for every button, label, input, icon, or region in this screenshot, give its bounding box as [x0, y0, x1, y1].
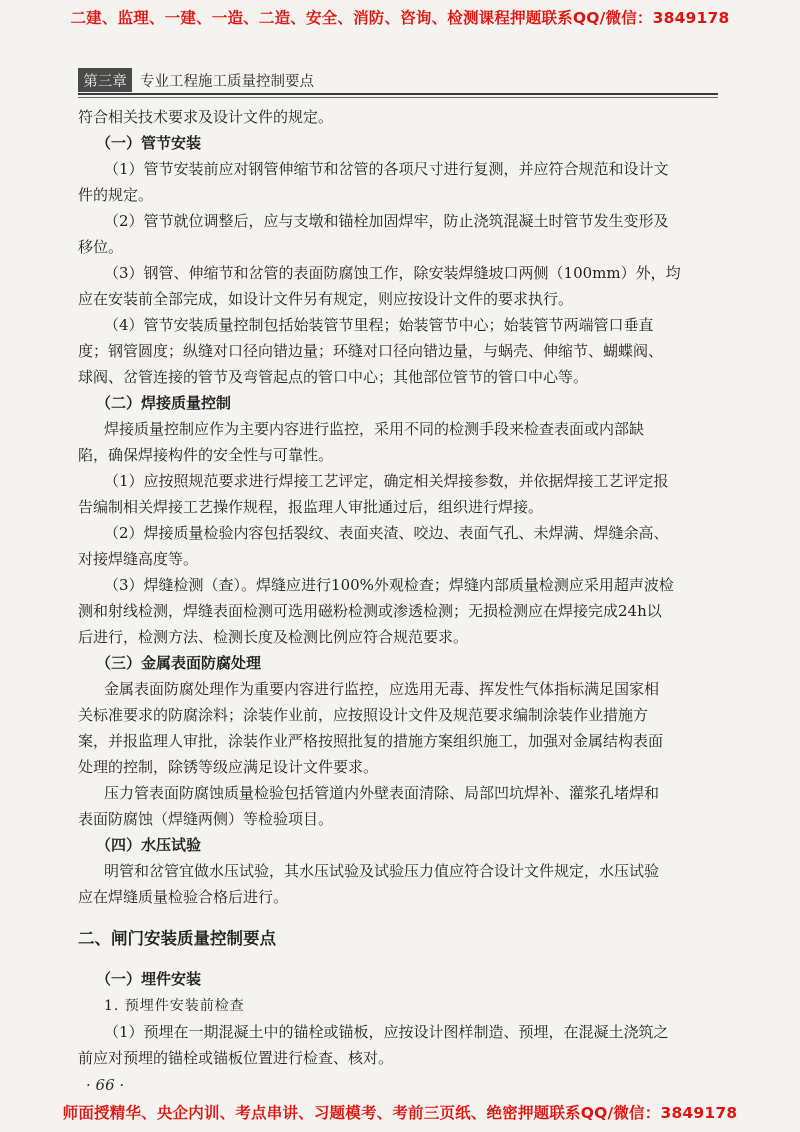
- section-heading: 二、闸门安装质量控制要点: [78, 929, 276, 948]
- body-text-line: （2）焊接质量检验内容包括裂纹、表面夹渣、咬边、表面气孔、未焊满、焊缝余高、: [104, 524, 669, 542]
- promo-banner-bottom: 师面授精华、央企内训、考点串讲、习题模考、考前三页纸、绝密押题联系QQ/微信：3849178: [62, 1104, 738, 1122]
- subsection-heading: （四）水压试验: [96, 836, 202, 854]
- body-text-line: 压力管表面防腐蚀质量检验包括管道内外壁表面清除、局部凹坑焊补、灌浆孔堵焊和: [104, 784, 660, 802]
- body-text-line: （1）预埋在一期混凝土中的锚栓或锚板，应按设计图样制造、预埋，在混凝土浇筑之: [104, 1023, 669, 1041]
- body-text-line: （3）焊缝检测（查）。焊缝应进行100%外观检查；焊缝内部质量检测应采用超声波检: [104, 576, 674, 594]
- chapter-badge: 第三章: [78, 68, 132, 92]
- subsection-heading: （二）焊接质量控制: [96, 394, 232, 412]
- subsection-heading: （三）金属表面防腐处理: [96, 654, 262, 672]
- body-text-line: （1）管节安装前应对钢管伸缩节和岔管的各项尺寸进行复测，并应符合规范和设计文: [104, 160, 669, 178]
- promo-banner-top: 二建、监理、一建、一造、二造、安全、消防、咨询、检测课程押题联系QQ/微信：3849178: [70, 9, 730, 27]
- body-text-line: 符合相关技术要求及设计文件的规定。: [78, 108, 334, 126]
- body-text-line: （3）钢管、伸缩节和岔管的表面防腐蚀工作，除安装焊缝坡口两侧（100mm）外，均: [104, 264, 681, 282]
- body-text-line: （2）管节就位调整后，应与支墩和锚栓加固焊牢，防止浇筑混凝土时管节发生变形及: [104, 212, 669, 230]
- body-text-line: 焊接质量控制应作为主要内容进行监控，采用不同的检测手段来检查表面或内部缺: [104, 420, 645, 438]
- body-text-line: 关标准要求的防腐涂料；涂装作业前，应按照设计文件及规范要求编制涂装作业措施方: [78, 706, 649, 724]
- page-number: · 66 ·: [86, 1076, 125, 1094]
- body-text-line: 明管和岔管宜做水压试验，其水压试验及试验压力值应符合设计文件规定，水压试验: [104, 862, 660, 880]
- body-text-line: 前应对预埋的锚栓或锚板位置进行检查、核对。: [78, 1049, 394, 1067]
- body-text-line: 案，并报监理人审批，涂装作业严格按照批复的措施方案组织施工，加强对金属结构表面: [78, 732, 664, 750]
- body-text-line: 件的规定。: [78, 186, 154, 204]
- chapter-title: 专业工程施工质量控制要点: [140, 74, 314, 90]
- body-text-line: 应在安装前全部完成，如设计文件另有规定，则应按设计文件的要求执行。: [78, 290, 574, 308]
- body-text-line: 测和射线检测，焊缝表面检测可选用磁粉检测或渗透检测；无损检测应在焊接完成24h以: [78, 602, 662, 620]
- body-text-line: 度；钢管圆度；纵缝对口径向错边量；环缝对口径向错边量，与蜗壳、伸缩节、蝴蝶阀、: [78, 342, 664, 360]
- subsection-heading: （一）管节安装: [96, 134, 202, 152]
- item-heading: 1. 预埋件安装前检查: [104, 998, 245, 1014]
- body-text-line: （4）管节安装质量控制包括始装管节里程；始装管节中心；始装管节两端管口垂直: [104, 316, 654, 334]
- body-text-line: 表面防腐蚀（焊缝两侧）等检验项目。: [78, 810, 334, 828]
- body-text-line: 陷，确保焊接构件的安全性与可靠性。: [78, 446, 334, 464]
- body-text-line: 球阀、岔管连接的管节及弯管起点的管口中心；其他部位管节的管口中心等。: [78, 368, 589, 386]
- body-text-line: 对接焊缝高度等。: [78, 550, 199, 568]
- body-text-line: 后进行，检测方法、检测长度及检测比例应符合规范要求。: [78, 628, 469, 646]
- subsection-heading: （一）埋件安装: [96, 970, 202, 988]
- body-text-line: 处理的控制，除锈等级应满足设计文件要求。: [78, 758, 379, 776]
- body-text-line: 移位。: [78, 238, 124, 256]
- body-text-line: 告编制相关焊接工艺操作规程，报监理人审批通过后，组织进行焊接。: [78, 498, 544, 516]
- body-text-line: 金属表面防腐处理作为重要内容进行监控，应选用无毒、挥发性气体指标满足国家相: [104, 680, 660, 698]
- body-text-line: 应在焊缝质量检验合格后进行。: [78, 888, 289, 906]
- body-text-line: （1）应按照规范要求进行焊接工艺评定，确定相关焊接参数，并依据焊接工艺评定报: [104, 472, 669, 490]
